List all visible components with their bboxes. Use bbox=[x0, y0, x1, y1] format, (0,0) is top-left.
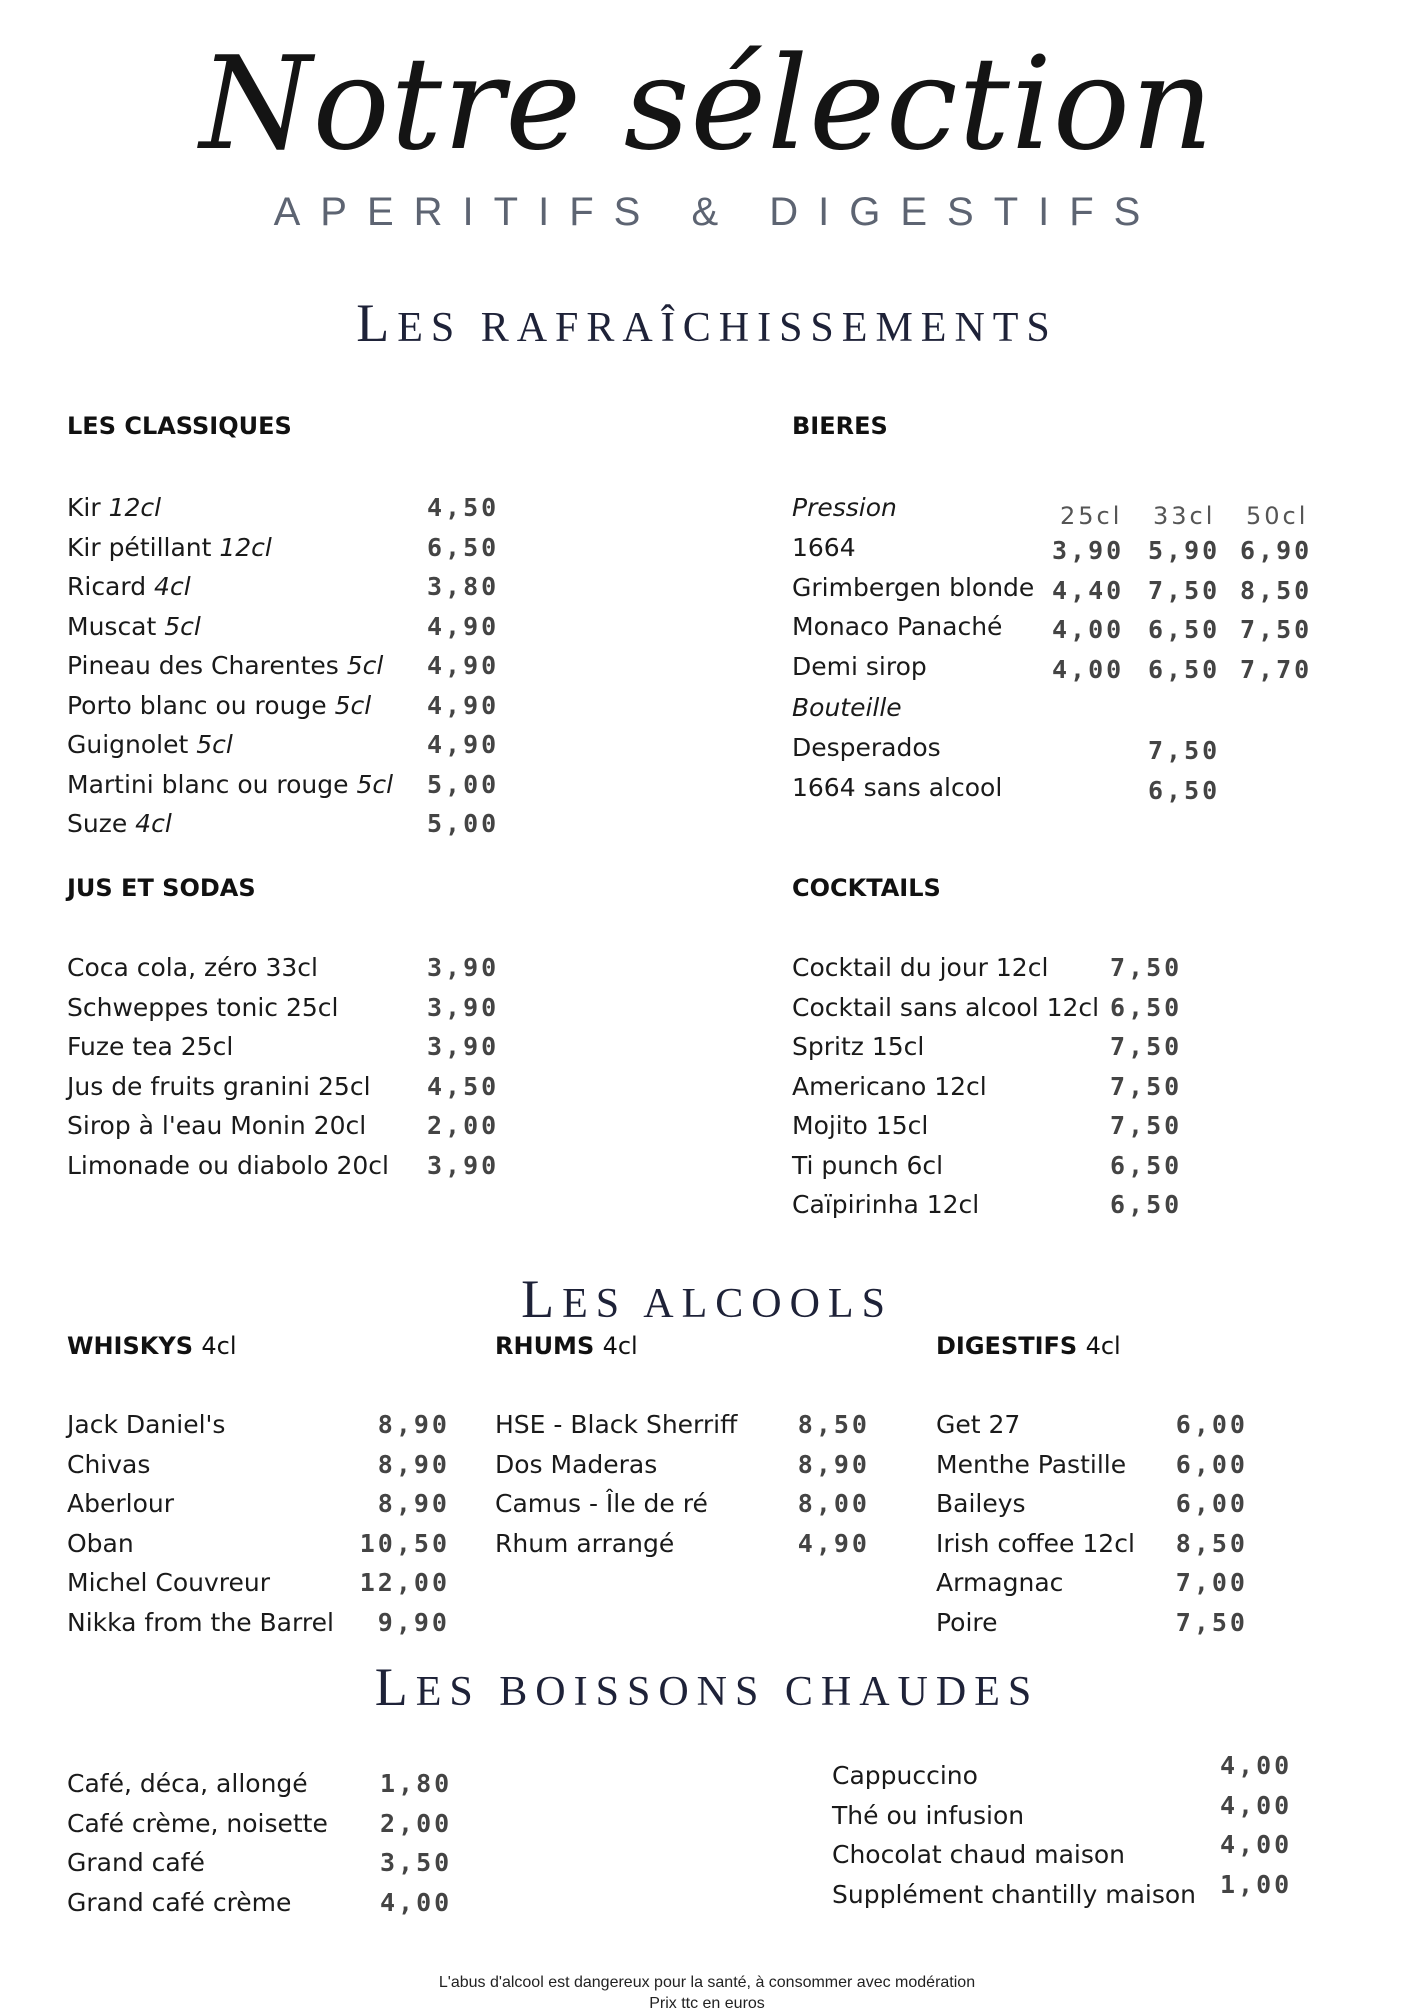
item-price: 10,50 bbox=[359, 1528, 450, 1558]
item-name: Thé ou infusion bbox=[832, 1800, 1025, 1830]
item-name: Jack Daniel's bbox=[67, 1410, 226, 1439]
item-name: Spritz 15cl bbox=[792, 1032, 925, 1061]
item-name: Oban bbox=[67, 1528, 134, 1558]
item-price: 6,50 bbox=[1148, 654, 1221, 684]
section-title-rafraichissements: LES RAFRAÎCHISSEMENTS bbox=[356, 293, 1058, 353]
item-price: 8,90 bbox=[377, 1489, 450, 1518]
list-item bbox=[67, 1146, 389, 1186]
item-price: 7,50 bbox=[1110, 1111, 1183, 1140]
item-price: 5,90 bbox=[1148, 536, 1221, 565]
item-price: 3,90 bbox=[427, 1150, 500, 1180]
item-name: Sirop à l'eau Monin 20cl bbox=[67, 1111, 367, 1140]
item-name: Kir bbox=[67, 493, 101, 522]
item-price: 8,50 bbox=[1175, 1528, 1248, 1558]
item-name: Pineau des Charentes bbox=[67, 651, 339, 680]
item-price: 4,90 bbox=[427, 651, 500, 680]
list-item bbox=[936, 1484, 1026, 1524]
item-price: 1,00 bbox=[1220, 1869, 1293, 1899]
item-price: 5,00 bbox=[427, 769, 500, 799]
list-item bbox=[936, 1563, 1063, 1603]
item-name: Get 27 bbox=[936, 1410, 1021, 1439]
item-name: Michel Couvreur bbox=[67, 1568, 271, 1597]
item-name: Rhum arrangé bbox=[495, 1528, 675, 1558]
list-item bbox=[67, 686, 371, 726]
item-name: Porto blanc ou rouge bbox=[67, 690, 327, 720]
item-price: 3,90 bbox=[427, 1032, 500, 1061]
heading-classiques: LES CLASSIQUES bbox=[67, 412, 292, 440]
list-item bbox=[792, 948, 1048, 988]
list-item bbox=[67, 1445, 150, 1485]
item-size: 5cl bbox=[164, 611, 201, 641]
item-name: Grand café bbox=[67, 1848, 205, 1877]
item-price: 4,90 bbox=[427, 690, 500, 720]
bieres-col-25cl: 25cl bbox=[1060, 502, 1123, 530]
item-size: 4cl bbox=[154, 572, 191, 601]
item-name: Irish coffee 12cl bbox=[936, 1528, 1135, 1558]
item-name: Suze bbox=[67, 809, 128, 838]
list-item bbox=[67, 1027, 233, 1067]
item-price: 6,50 bbox=[1148, 775, 1221, 805]
item-name: Guignolet bbox=[67, 730, 189, 759]
item-price: 6,50 bbox=[1148, 615, 1221, 644]
item-price: 2,00 bbox=[380, 1808, 453, 1838]
item-name: Ricard bbox=[67, 572, 147, 601]
item-price: 7,50 bbox=[1148, 736, 1221, 765]
item-name: HSE - Black Sherriff bbox=[495, 1410, 738, 1439]
section-title-alcools: LES ALCOOLS bbox=[521, 1269, 893, 1329]
item-price: 8,50 bbox=[797, 1410, 870, 1439]
list-item bbox=[792, 1146, 943, 1186]
list-item: Desperados bbox=[792, 733, 941, 762]
item-price: 2,00 bbox=[427, 1111, 500, 1140]
item-price: 7,50 bbox=[1110, 1071, 1183, 1101]
item-name: Jus de fruits granini 25cl bbox=[67, 1071, 371, 1101]
item-price: 1,80 bbox=[380, 1769, 453, 1798]
item-price: 4,00 bbox=[1052, 654, 1125, 684]
list-item bbox=[67, 488, 161, 528]
heading-digestifs: DIGESTIFS 4cl bbox=[936, 1332, 1121, 1360]
item-price: 4,50 bbox=[427, 493, 500, 522]
list-item bbox=[67, 1484, 174, 1524]
item-size: 5cl bbox=[346, 651, 384, 680]
item-price: 6,00 bbox=[1175, 1449, 1248, 1479]
list-item: Demi sirop bbox=[792, 651, 927, 681]
list-item bbox=[832, 1796, 1024, 1836]
item-price: 6,90 bbox=[1240, 536, 1313, 565]
item-price: 6,00 bbox=[1175, 1410, 1248, 1439]
item-name: Cocktail du jour 12cl bbox=[792, 953, 1049, 982]
list-item bbox=[67, 1563, 270, 1603]
item-name: Chivas bbox=[67, 1449, 151, 1479]
item-name: Aberlour bbox=[67, 1489, 174, 1518]
item-price: 8,00 bbox=[797, 1489, 870, 1518]
list-item bbox=[67, 1883, 291, 1923]
item-price: 6,50 bbox=[1110, 992, 1183, 1022]
item-price: 3,90 bbox=[427, 992, 500, 1022]
item-price: 3,80 bbox=[427, 572, 500, 601]
item-name: Muscat bbox=[67, 611, 157, 641]
list-item bbox=[792, 1067, 987, 1107]
section-title-boissons-chaudes: LES BOISSONS CHAUDES bbox=[374, 1657, 1040, 1717]
item-size: 4cl bbox=[135, 809, 172, 838]
item-price: 4,00 bbox=[380, 1887, 453, 1917]
list-item bbox=[67, 646, 383, 686]
item-price: 4,40 bbox=[1052, 575, 1125, 605]
item-price: 7,70 bbox=[1240, 654, 1313, 684]
list-item bbox=[495, 1484, 708, 1524]
list-item bbox=[936, 1445, 1126, 1485]
item-name: Schweppes tonic 25cl bbox=[67, 992, 339, 1022]
heading-jus-sodas: JUS ET SODAS bbox=[67, 874, 256, 902]
item-name: Café crème, noisette bbox=[67, 1808, 328, 1838]
item-name: Kir pétillant bbox=[67, 532, 212, 562]
item-price: 4,90 bbox=[797, 1528, 870, 1558]
item-price: 4,00 bbox=[1220, 1830, 1293, 1859]
item-price: 4,50 bbox=[427, 1071, 500, 1101]
item-name: Coca cola, zéro 33cl bbox=[67, 953, 318, 982]
list-item bbox=[67, 1843, 205, 1883]
list-item bbox=[67, 1603, 334, 1643]
item-size: 12cl bbox=[108, 493, 162, 522]
item-price: 4,00 bbox=[1220, 1790, 1293, 1820]
list-item bbox=[495, 1445, 657, 1485]
item-price: 8,90 bbox=[797, 1449, 870, 1479]
item-price: 7,50 bbox=[1110, 1032, 1183, 1061]
item-name: Ti punch 6cl bbox=[792, 1150, 944, 1180]
list-item bbox=[67, 1106, 366, 1146]
footer-warning: L'abus d'alcool est dangereux pour la santé, à consommer avec modération bbox=[438, 1974, 976, 1991]
page-title: Notre sélection bbox=[199, 30, 1215, 179]
heading-bieres: BIERES bbox=[792, 412, 888, 440]
list-item bbox=[67, 948, 318, 988]
item-price: 12,00 bbox=[359, 1568, 450, 1597]
list-item bbox=[936, 1524, 1135, 1564]
item-name: Chocolat chaud maison bbox=[832, 1840, 1126, 1869]
list-item: Monaco Panaché bbox=[792, 612, 1003, 641]
item-name: Mojito 15cl bbox=[792, 1111, 929, 1140]
list-item bbox=[792, 1027, 924, 1067]
item-name: Menthe Pastille bbox=[936, 1449, 1127, 1479]
item-price: 7,50 bbox=[1110, 953, 1183, 982]
item-price: 4,90 bbox=[427, 611, 500, 641]
list-item bbox=[495, 1524, 674, 1564]
list-item bbox=[67, 567, 191, 607]
item-price: 6,50 bbox=[1110, 1190, 1183, 1219]
page-subtitle: APERITIFS & DIGESTIFS bbox=[273, 190, 1161, 234]
list-item bbox=[67, 804, 172, 844]
item-price: 4,00 bbox=[1052, 615, 1125, 644]
footer-price-note: Prix ttc en euros bbox=[649, 1995, 765, 2012]
heading-whiskys: WHISKYS 4cl bbox=[67, 1332, 237, 1360]
item-name: Cappuccino bbox=[832, 1761, 978, 1790]
list-item bbox=[67, 1405, 225, 1445]
item-price: 6,50 bbox=[1110, 1150, 1183, 1180]
list-item bbox=[792, 988, 1099, 1028]
item-price: 4,90 bbox=[427, 730, 500, 759]
list-item bbox=[67, 1804, 328, 1844]
item-name: Nikka from the Barrel bbox=[67, 1607, 334, 1637]
item-price: 7,50 bbox=[1148, 575, 1221, 605]
item-name: Limonade ou diabolo 20cl bbox=[67, 1150, 389, 1180]
list-item bbox=[67, 607, 201, 647]
item-size: 5cl bbox=[196, 730, 233, 759]
bieres-bouteille-label: Bouteille bbox=[792, 693, 902, 722]
item-name: Camus - Île de ré bbox=[495, 1489, 708, 1518]
item-price: 3,90 bbox=[1052, 536, 1125, 565]
list-item bbox=[832, 1875, 1196, 1915]
list-item bbox=[67, 1524, 134, 1564]
list-item bbox=[67, 725, 233, 765]
item-price: 6,00 bbox=[1175, 1489, 1248, 1518]
item-size: 5cl bbox=[356, 769, 394, 799]
item-price: 8,90 bbox=[377, 1410, 450, 1439]
item-price: 4,00 bbox=[1220, 1751, 1293, 1780]
item-price: 8,50 bbox=[1240, 575, 1313, 605]
list-item bbox=[67, 1764, 308, 1804]
bieres-col-33cl: 33cl bbox=[1153, 502, 1216, 530]
list-item bbox=[67, 988, 338, 1028]
list-item bbox=[67, 528, 272, 568]
item-name: Cocktail sans alcool 12cl bbox=[792, 992, 1100, 1022]
item-name: Baileys bbox=[936, 1489, 1026, 1518]
heading-cocktails: COCKTAILS bbox=[792, 874, 941, 902]
list-item bbox=[67, 765, 393, 805]
item-name: Café, déca, allongé bbox=[67, 1769, 308, 1798]
item-name: Martini blanc ou rouge bbox=[67, 769, 349, 799]
list-item bbox=[495, 1405, 737, 1445]
item-name: Poire bbox=[936, 1607, 998, 1637]
item-name: Dos Maderas bbox=[495, 1449, 658, 1479]
item-price: 3,50 bbox=[380, 1848, 453, 1877]
list-item: 1664 bbox=[792, 533, 856, 562]
item-name: Supplément chantilly maison bbox=[832, 1879, 1197, 1909]
item-price: 9,90 bbox=[377, 1607, 450, 1637]
item-price: 3,90 bbox=[427, 953, 500, 982]
list-item bbox=[792, 1106, 928, 1146]
list-item bbox=[67, 1067, 371, 1107]
item-name: Fuze tea 25cl bbox=[67, 1032, 234, 1061]
item-size: 12cl bbox=[219, 532, 272, 562]
heading-rhums: RHUMS 4cl bbox=[495, 1332, 638, 1360]
list-item bbox=[792, 1185, 979, 1225]
item-name: Armagnac bbox=[936, 1568, 1064, 1597]
list-item bbox=[936, 1405, 1020, 1445]
item-name: Grand café crème bbox=[67, 1887, 292, 1917]
list-item bbox=[832, 1835, 1125, 1875]
list-item: Grimbergen blonde bbox=[792, 572, 1035, 602]
item-price: 6,50 bbox=[427, 532, 500, 562]
bieres-col-50cl: 50cl bbox=[1246, 502, 1309, 530]
item-name: Americano 12cl bbox=[792, 1071, 987, 1101]
list-item bbox=[936, 1603, 998, 1643]
bieres-pression-label: Pression bbox=[792, 493, 897, 522]
item-price: 7,50 bbox=[1240, 615, 1313, 644]
item-price: 8,90 bbox=[377, 1449, 450, 1479]
item-price: 7,50 bbox=[1175, 1607, 1248, 1637]
item-name: Caïpirinha 12cl bbox=[792, 1190, 980, 1219]
list-item bbox=[832, 1756, 978, 1796]
item-price: 7,00 bbox=[1175, 1568, 1248, 1597]
item-size: 5cl bbox=[334, 690, 372, 720]
item-price: 5,00 bbox=[427, 809, 500, 838]
list-item: 1664 sans alcool bbox=[792, 772, 1003, 802]
